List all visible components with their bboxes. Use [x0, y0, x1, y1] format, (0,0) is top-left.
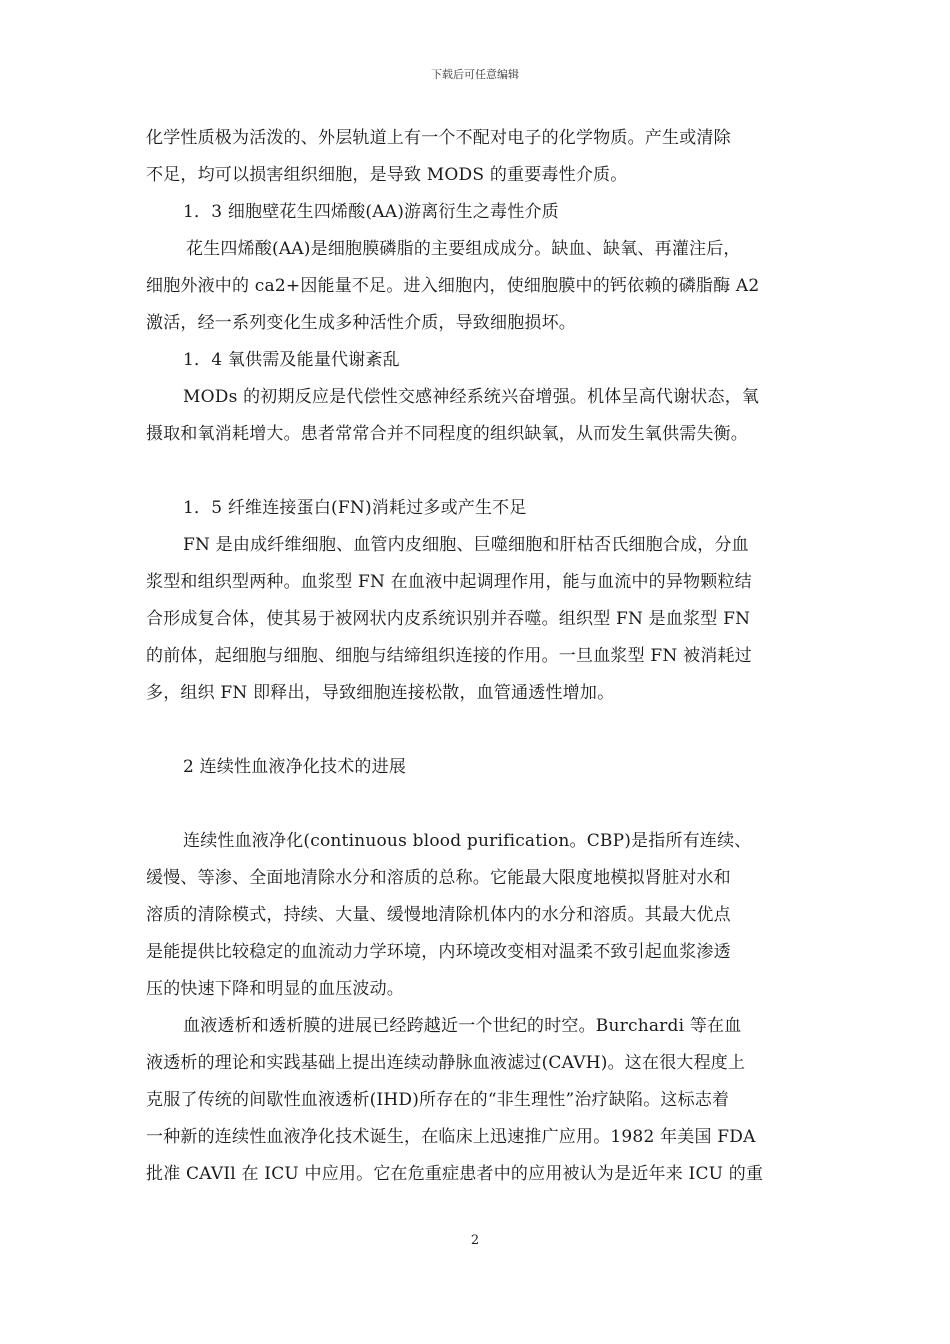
body-line: 的前体，起细胞与细胞、细胞与结缔组织连接的作用。一旦血浆型 FN 被消耗过: [146, 646, 752, 666]
body-line: 激活，经一系列变化生成多种活性介质，导致细胞损坏。: [146, 313, 576, 333]
body-line: 缓慢、等渗、全面地清除水分和溶质的总称。它能最大限度地模拟肾脏对水和: [146, 868, 731, 888]
body-line: MODs 的初期反应是代偿性交感神经系统兴奋增强。机体呈高代谢状态，氧: [183, 387, 760, 407]
body-line: 批准 CAVIl 在 ICU 中应用。它在危重症患者中的应用被认为是近年来 ICU 的重: [146, 1164, 764, 1184]
body-line: 不足，均可以损害组织细胞，是导致 MODS 的重要毒性介质。: [146, 165, 628, 185]
body-line: 液透析的理论和实践基础上提出连续动静脉血液滤过(CAVH)。这在很大程度上: [146, 1053, 746, 1073]
body-line: 花生四烯酸(AA)是细胞膜磷脂的主要组成成分。缺血、缺氧、再灌注后，: [186, 239, 741, 259]
body-line: 连续性血液净化(continuous blood purification。CBP)是指所有连续、: [183, 831, 752, 851]
paragraph-gap: [146, 712, 814, 749]
section-heading-2: 2 连续性血液净化技术的进展: [183, 757, 407, 777]
body-line: 压的快速下降和明显的血压波动。: [146, 979, 404, 999]
body-line: 细胞外液中的 ca2+因能量不足。进入细胞内，使细胞膜中的钙依赖的磷脂酶 A2: [146, 276, 760, 296]
body-line: 一种新的连续性血液净化技术诞生，在临床上迅速推广应用。1982 年美国 FDA: [146, 1127, 756, 1147]
body-line: 摄取和氧消耗增大。患者常常合并不同程度的组织缺氧，从而发生氧供需失衡。: [146, 424, 748, 444]
paragraph-gap: [146, 453, 814, 490]
section-heading-1-3: 1．3 细胞壁花生四烯酸(AA)游离衍生之毒性介质: [183, 202, 559, 222]
body-line: 克服了传统的间歇性血液透析(IHD)所存在的“非生理性”治疗缺陷。这标志着: [146, 1090, 730, 1110]
body-line: 血液透析和透析膜的进展已经跨越近一个世纪的时空。Burchardi 等在血: [183, 1016, 742, 1036]
body-line: FN 是由成纤维细胞、血管内皮细胞、巨噬细胞和肝枯否氏细胞合成，分血: [183, 535, 749, 555]
page-header: 下载后可任意编辑: [431, 68, 519, 81]
body-line: 是能提供比较稳定的血流动力学环境，内环境改变相对温柔不致引起血浆渗透: [146, 942, 731, 962]
paragraph-gap: [146, 786, 814, 823]
body-line: 化学性质极为活泼的、外层轨道上有一个不配对电子的化学物质。产生或清除: [146, 128, 731, 148]
body-line: 多，组织 FN 即释出，导致细胞连接松散，血管通透性增加。: [146, 683, 615, 703]
page-number: 2: [470, 1233, 480, 1248]
body-line: 溶质的清除模式，持续、大量、缓慢地清除机体内的水分和溶质。其最大优点: [146, 905, 731, 925]
document-body: [146, 120, 814, 1193]
section-heading-1-4: 1．4 氧供需及能量代谢紊乱: [183, 350, 400, 370]
body-line: 合形成复合体，使其易于被网状内皮系统识别并吞噬。组织型 FN 是血浆型 FN: [146, 609, 751, 629]
section-heading-1-5: 1．5 纤维连接蛋白(FN)消耗过多或产生不足: [183, 498, 527, 518]
body-line: 浆型和组织型两种。血浆型 FN 在血液中起调理作用，能与血流中的异物颗粒结: [146, 572, 752, 592]
